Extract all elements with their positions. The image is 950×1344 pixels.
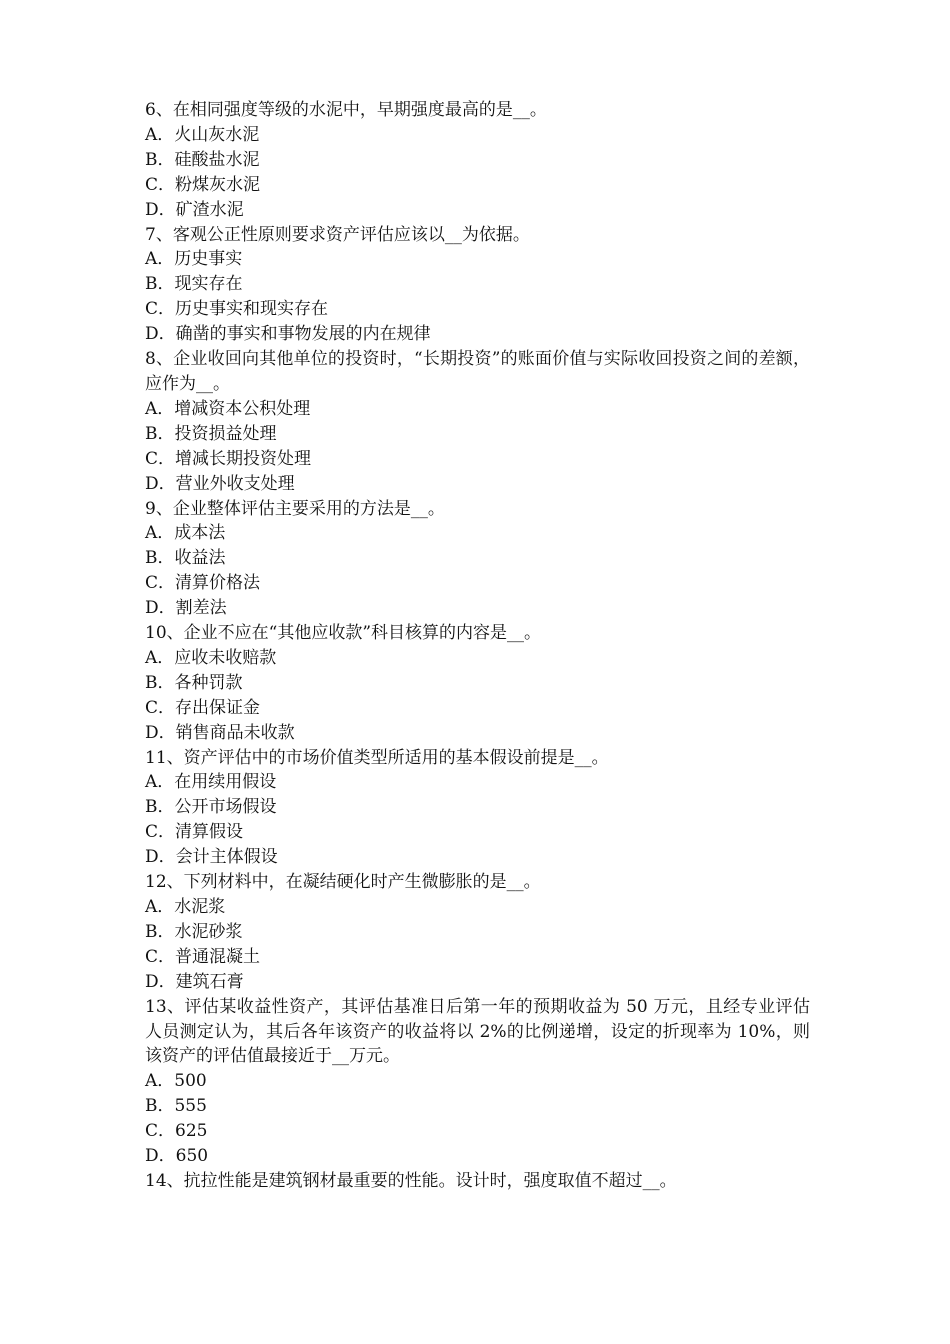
question-stem: 14、抗拉性能是建筑钢材最重要的性能。设计时，强度取值不超过__。 [145, 1170, 677, 1191]
option-b: B．555 [145, 1096, 207, 1117]
question-stem: 9、企业整体评估主要采用的方法是__。 [145, 498, 445, 519]
question-6 [145, 98, 810, 223]
option-a: A．成本法 [145, 523, 226, 544]
question-stem: 12、下列材料中，在凝结硬化时产生微膨胀的是__。 [145, 872, 541, 893]
option-d: D．建筑石膏 [145, 971, 244, 992]
option-d: D．营业外收支处理 [145, 473, 295, 494]
option-c: C．普通混凝土 [145, 946, 261, 967]
option-b: B．现实存在 [145, 274, 243, 295]
question-12 [145, 870, 810, 995]
option-d: D．销售商品未收款 [145, 722, 295, 743]
question-13 [145, 995, 810, 1169]
option-c: C．增减长期投资处理 [145, 448, 312, 469]
option-a: A．500 [145, 1071, 207, 1092]
question-7 [145, 223, 810, 348]
option-c: C．清算价格法 [145, 573, 261, 594]
option-c: C．清算假设 [145, 822, 244, 843]
option-d: D．矿渣水泥 [145, 199, 244, 220]
option-c: C．存出保证金 [145, 697, 261, 718]
option-d: D．650 [145, 1146, 209, 1167]
option-a: A．应收未收赔款 [145, 647, 277, 668]
option-a: A．火山灰水泥 [145, 124, 260, 145]
question-10 [145, 621, 810, 746]
question-stem: 11、资产评估中的市场价值类型所适用的基本假设前提是__。 [145, 747, 609, 768]
document-page [145, 98, 810, 1194]
question-stem: 6、在相同强度等级的水泥中，早期强度最高的是__。 [145, 100, 547, 120]
question-11 [145, 746, 810, 871]
option-a: A．历史事实 [145, 249, 243, 270]
option-d: D．确凿的事实和事物发展的内在规律 [145, 324, 431, 345]
question-stem: 10、企业不应在“其他应收款”科目核算的内容是__。 [145, 623, 542, 644]
option-c: C．粉煤灰水泥 [145, 174, 261, 195]
question-14 [145, 1169, 810, 1194]
option-b: B．水泥砂浆 [145, 921, 243, 942]
option-a: A．在用续用假设 [145, 772, 277, 793]
option-b: B．收益法 [145, 548, 226, 569]
option-d: D．会计主体假设 [145, 847, 278, 868]
option-a: A．水泥浆 [145, 897, 226, 917]
option-c: C．历史事实和现实存在 [145, 299, 329, 320]
question-stem: 13、评估某收益性资产，其评估基准日后第一年的预期收益为 50 万元，且经专业评估人员测定认为，其后各年该资产的收益将以 2%的比例递增，设定的折现率为 10%，则该资产的评估值最接近于__万元。 [145, 996, 810, 1067]
question-stem: 8、企业收回向其他单位的投资时，“长期投资”的账面价值与实际收回投资之间的差额，应作为__。 [145, 349, 810, 394]
option-c: C．625 [145, 1121, 208, 1142]
question-8 [145, 347, 810, 496]
option-b: B．硅酸盐水泥 [145, 149, 260, 170]
question-9 [145, 497, 810, 622]
option-b: B．公开市场假设 [145, 797, 277, 818]
option-b: B．投资损益处理 [145, 423, 277, 444]
option-d: D．割差法 [145, 598, 227, 619]
question-stem: 7、客观公正性原则要求资产评估应该以__为依据。 [145, 224, 530, 245]
option-a: A．增减资本公积处理 [145, 398, 311, 419]
option-b: B．各种罚款 [145, 672, 243, 693]
